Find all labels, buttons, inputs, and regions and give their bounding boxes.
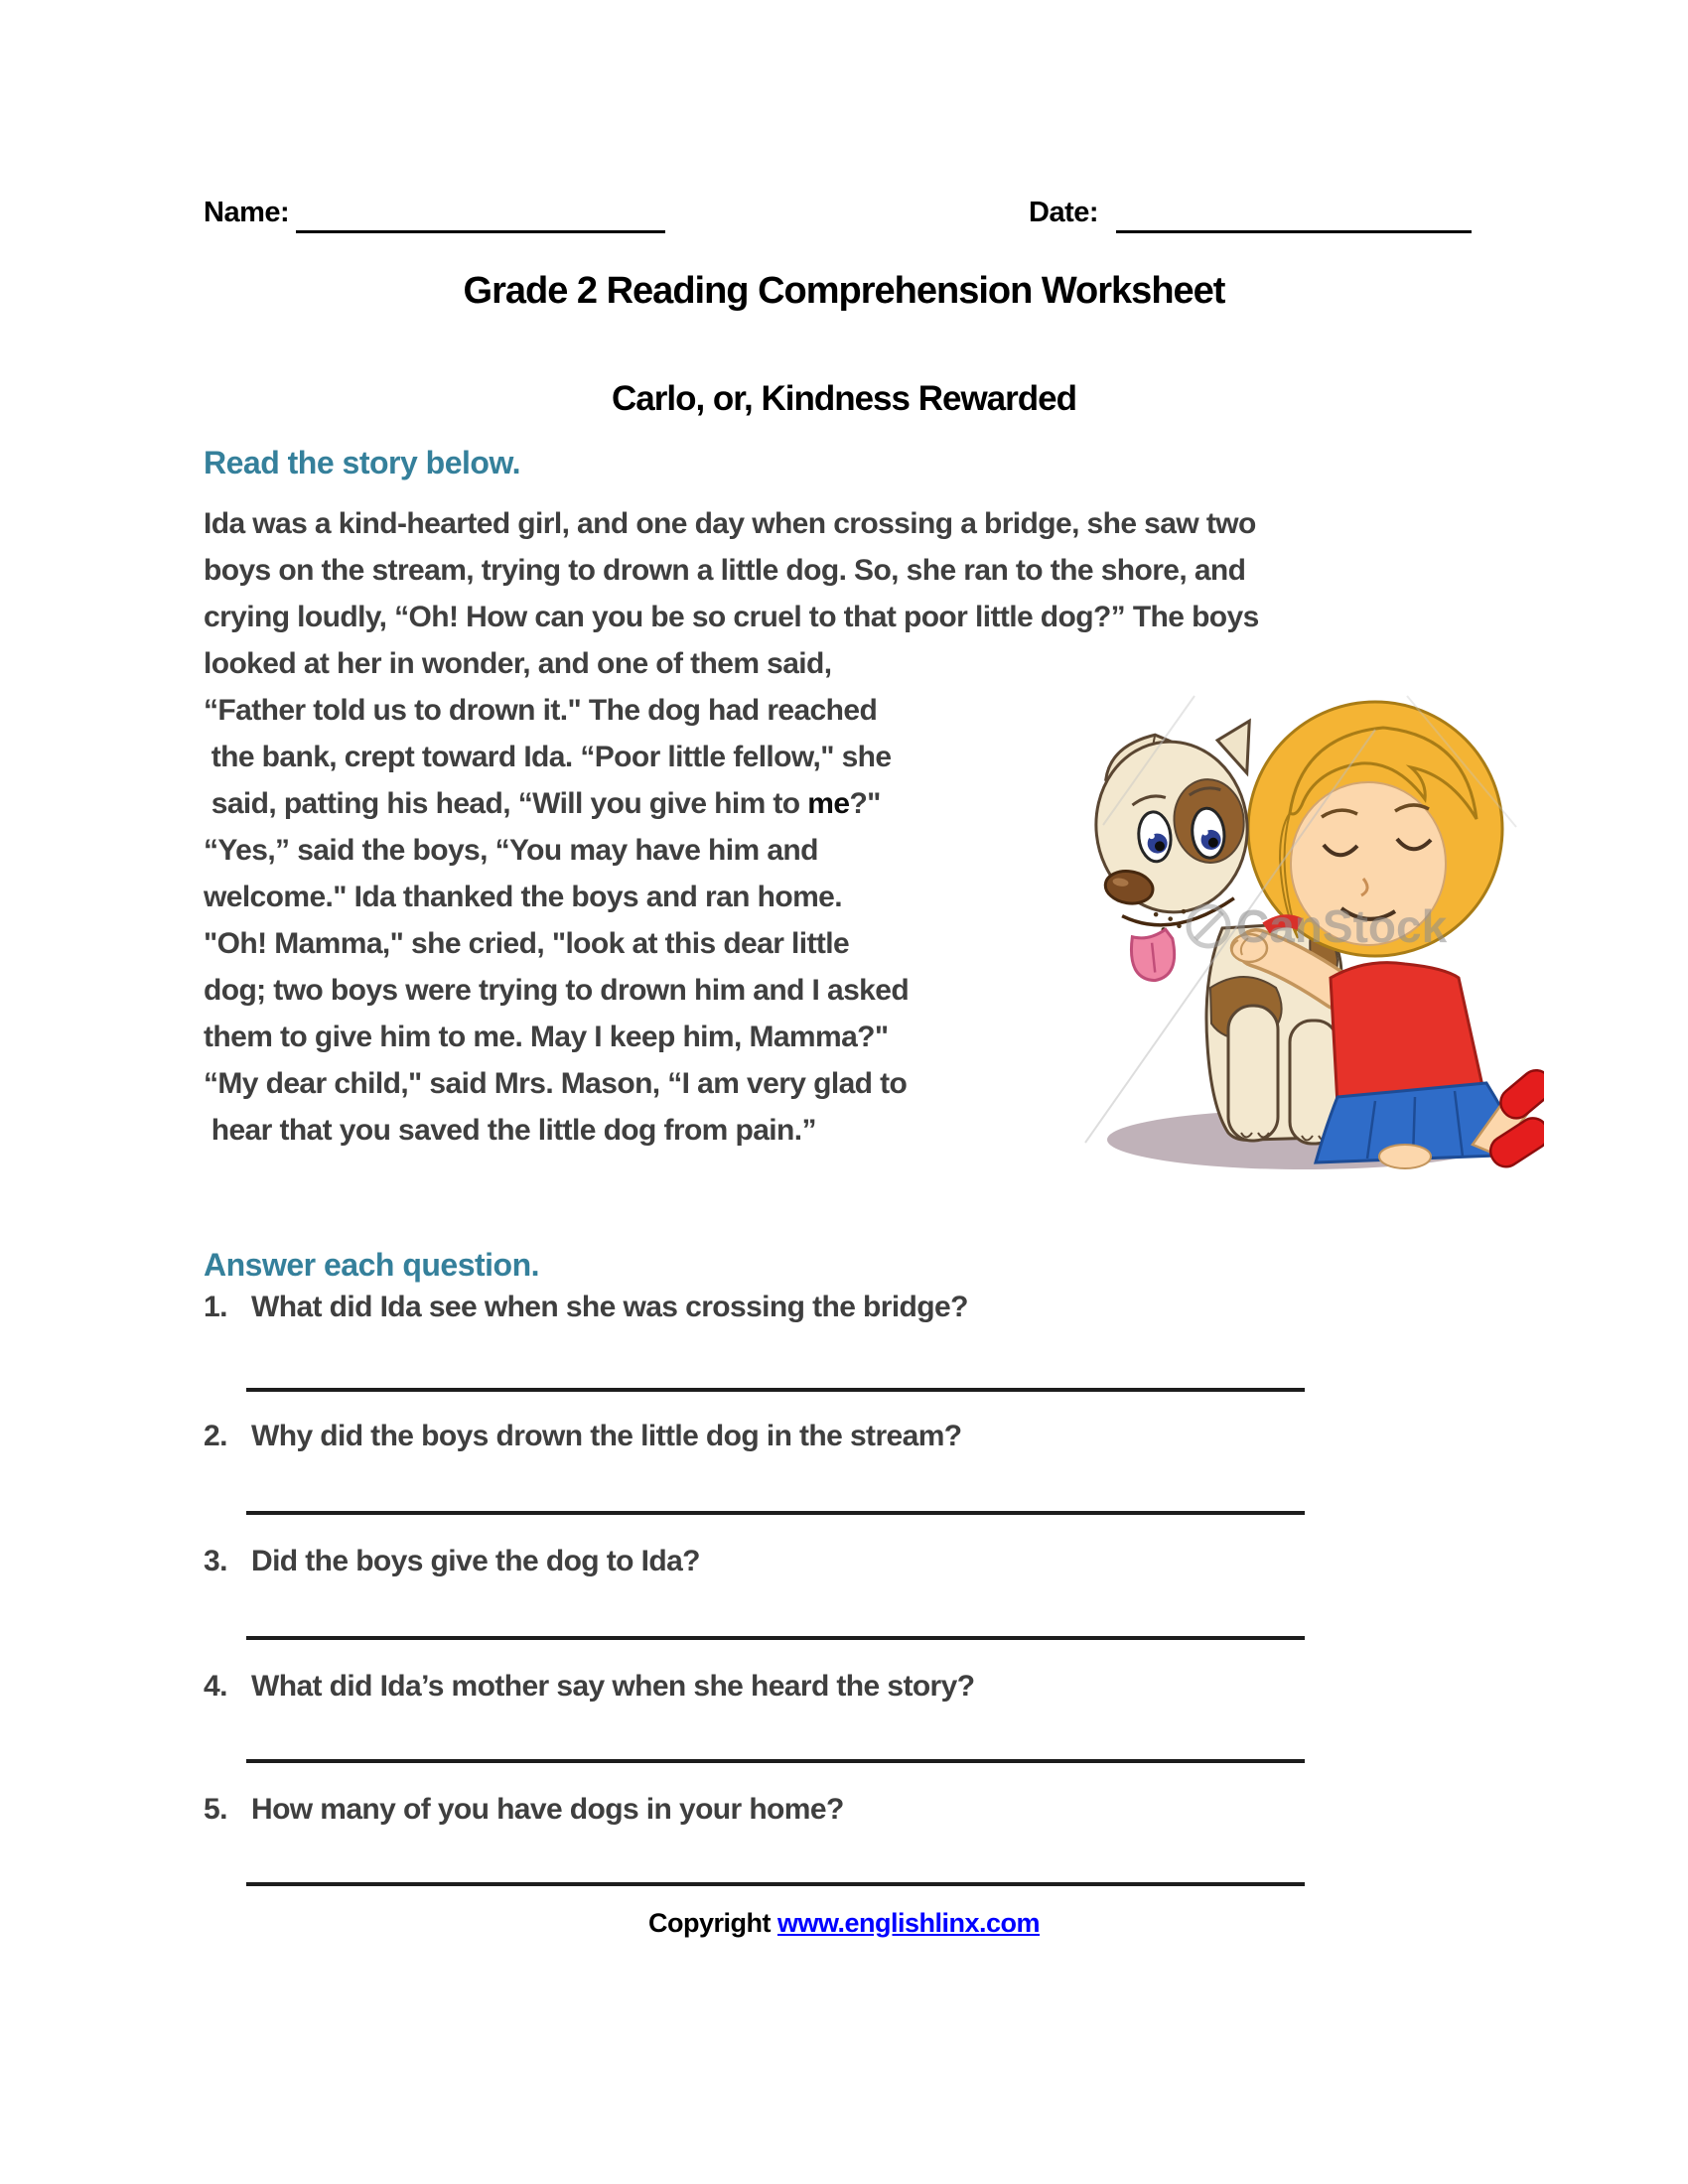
answer-blank-line [246,1636,1305,1640]
girl-hugging-dog-illustration [1077,678,1544,1179]
question-text: What did Ida see when she was crossing the bridge? [251,1291,968,1323]
story-line-emphasis: me [807,787,850,820]
story-line: them to give him to me. May I keep him, Mamma?" [204,1021,889,1053]
story-line: Ida was a kind-hearted girl, and one day when crossing a bridge, she saw two [204,507,1256,540]
story-line: “Yes,” said the boys, “You may have him and [204,834,818,867]
worksheet-title: Grade 2 Reading Comprehension Worksheet [463,270,1225,312]
answer-blank-line [246,1511,1305,1515]
date-label: Date: [1029,197,1099,228]
question-number: 3. [204,1545,227,1577]
story-line: “Father told us to drown it." The dog had reached [204,694,878,727]
story-line-segment: ?" [849,787,881,820]
answer-questions-instruction: Answer each question. [204,1247,540,1283]
answer-blank-line [246,1759,1305,1763]
story-line-segment: said, patting his head, “Will you give him to [204,787,808,820]
story-line: welcome." Ida thanked the boys and ran home. [204,881,842,913]
question-text: Did the boys give the dog to Ida? [251,1545,700,1577]
question-number: 1. [204,1291,227,1323]
story-line: “My dear child," said Mrs. Mason, “I am very glad to [204,1067,908,1100]
story-line: crying loudly, “Oh! How can you be so cruel to that poor little dog?” The boys [204,601,1259,633]
name-blank-line [296,199,665,233]
question-row [204,1793,844,1827]
question-text: What did Ida’s mother say when she heard the story? [251,1670,975,1703]
question-text: Why did the boys drown the little dog in the stream? [251,1420,962,1452]
story-title: Carlo, or, Kindness Rewarded [612,379,1076,418]
question-row [204,1420,962,1453]
question-text: How many of you have dogs in your home? [251,1793,844,1826]
story-line: looked at her in wonder, and one of them said, [204,647,832,680]
englishlinx-link[interactable]: www.englishlinx.com [776,1908,1041,1938]
copyright-label: Copyright [647,1908,771,1938]
answer-blank-line [246,1388,1305,1392]
story-line: "Oh! Mamma," she cried, "look at this dear little [204,927,850,960]
question-number: 4. [204,1670,227,1703]
question-row [204,1291,968,1324]
read-story-instruction: Read the story below. [204,445,521,480]
name-label: Name: [204,197,290,228]
answer-blank-line [246,1882,1305,1886]
date-blank-line [1116,199,1472,233]
question-number: 2. [204,1420,227,1452]
question-row [204,1545,700,1578]
watermark-text: CanStock [1236,900,1448,952]
story-line: the bank, crept toward Ida. “Poor little fellow," she [204,741,892,773]
question-number: 5. [204,1793,227,1826]
question-row [204,1670,974,1704]
story-line: dog; two boys were trying to drown him and I asked [204,974,910,1007]
story-line: hear that you saved the little dog from pain.” [204,1114,816,1147]
copyright-row [0,1908,1688,1939]
story-line: boys on the stream, trying to drown a little dog. So, she ran to the shore, and [204,554,1246,587]
